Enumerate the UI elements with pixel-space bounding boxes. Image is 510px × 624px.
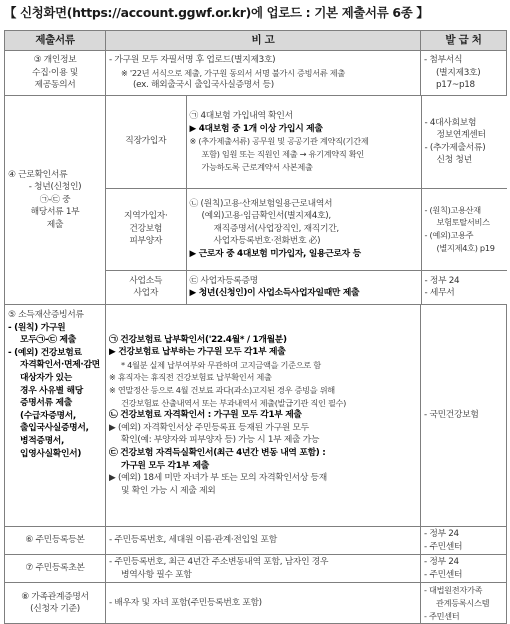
doc-income-asset: ⑤ 소득재산증빙서류 - (원칙) 가구원 모두㉠-㉢ 제출 - (예외) 건강보험료 자격확인서·면제·감면 대상자가 있는 경우 사유별 해당 증명서류 제출 (수급자증명서, 출입국사실증명서, 병적증명서, 입영사실확인서) [5,305,106,527]
doc-employment: ④ 근로확인서류 - 청년(신청인) ㉠-㉢ 중 해당서류 1부 제출 [5,96,106,305]
table-row [5,305,507,527]
header-remarks: 비 고 [106,31,421,51]
issuer-family-relation: - 대법원전자가족 관계등록시스템 - 주민센터 [421,583,507,624]
issuer-regional-subscriber: - (원칙)고용산재 보험토탈서비스 - (예외)고용주 (별지제4호) p19 [421,188,507,270]
issuer-business-income: - 정부 24 - 세무서 [424,275,460,299]
label-workplace-subscriber: 직장가입자 [106,96,186,188]
table-row [5,527,507,555]
subrow-regional [106,188,507,270]
doc-consent-form: ③ 개인정보 수집·이용 및 제공동의서 [5,51,106,96]
table-row [5,51,507,96]
table-row [5,555,507,583]
employment-subtable [106,96,507,304]
remark-workplace-subscriber: ㉠ 4대보험 가입내역 확인서 ▶ 4대보험 중 1개 이상 가입시 제출 ※ (추가제출서류) 공무원 및 공공기관 계약직(기간제 포함) 임원 또는 직원인 제출 → 유기계약직 확인 가능하도록 근로계약서 사본제출 [186,96,421,188]
issuer-resident-abstract: - 정부 24 - 주민센터 [421,555,507,583]
subrow-employee [106,96,507,188]
remark-family-relation: - 배우자 및 자녀 포함(주민등록번호 포함) [106,583,421,624]
documents-table [4,30,507,624]
issuer-workplace-subscriber: - 4대사회보험 정보연계센터 - (추가제출서류) 신청 청년 [421,96,507,188]
remark-resident-copy: - 주민등록번호, 세대원 이름·관계·전입일 포함 [106,527,421,555]
issuer-consent-form: - 첨부서식 (별지제3호) p17~p18 [421,51,507,96]
table-row [5,583,507,624]
doc-resident-copy: ⑥ 주민등록등본 [5,527,106,555]
remark-resident-abstract: - 주민등록번호, 최근 4년간 주소변동내역 포함, 남자인 경우 병역사항 필수 포함 [106,555,421,583]
remark-business-income: ㉢ 사업자등록증명 ▶ 청년(신청인)이 사업소득사업자일때만 제출 [186,270,421,304]
doc-family-relation: ⑧ 가족관계증명서 (신청자 기준) [5,583,106,624]
doc-resident-abstract: ⑦ 주민등록초본 [5,555,106,583]
label-regional-subscriber: 지역가입자· 건강보험 피부양자 [106,188,186,270]
subrow-business [106,270,507,304]
header-issuer: 발 급 처 [421,31,507,51]
issuer-resident-copy: - 정부 24 - 주민센터 [421,527,507,555]
header-documents: 제출서류 [5,31,106,51]
table-row [5,96,507,305]
remark-income-asset: ㉠ 건강보험료 납부확인서('22.4월* / 1개월분) ▶ 건강보험료 납부하는 가구원 모두 각1부 제출 * 4월분 실제 납부여부와 무관하며 고지금액을 기준으로 함 ※ 휴직자는 휴직전 건강보험료 납부확인서 제출 ※ 연말정산 등으로 4월 건보료 과다(과소)고지된 경우 증빙을 위해 건강보험료 산출내역서 또는 부과내역서 제출(발급기관 직인 필수) ㉡ 건강보험료 자격확인서 : 가구원 모두 각1부 제출 ▶ (예외) 자격확인서상 주민등록표 등재된 가구원 모두 확인(예: 부양자와 피부양자 등) 가능 시 1부 제출 가능 ㉢ 건강보험 자격득실확인서(최근 4년간 변동 내역 포함) : 가구원 모두 각1부 제출 ▶ (예외) 18세 미만 자녀가 부 또는 모의 자격확인서상 등재 및 확인 가능 시 제출 제외 [106,305,421,527]
label-business-income: 사업소득 사업자 [106,270,186,304]
remark-consent-form: - 가구원 모두 자필서명 후 업로드(별지제3호) ※ '22년 서식으로 제출, 가구원 동의서 서명 불가시 증빙서류 제출 (ex. 해외출국시 출입국사실증명서 등) [106,51,421,96]
page-title: 【 신청화면(https://account.ggwf.or.kr)에 업로드 : 기본 제출서류 6종 】 [4,5,429,20]
issuer-income-asset: - 국민건강보험 [421,305,507,527]
table-header [5,31,507,51]
remark-regional-subscriber: ㉡ (원칙)고용·산재보험일용근로내역서 (예외)고용·임금확인서(별지제4호), 재직증명서(사업장직인, 재직기간, 사업자등록번호·전화번호 必) ▶ 근로자 중 4대보험 미가입자, 일용근로자 등 [186,188,421,270]
employment-subtable-cell [106,96,507,305]
